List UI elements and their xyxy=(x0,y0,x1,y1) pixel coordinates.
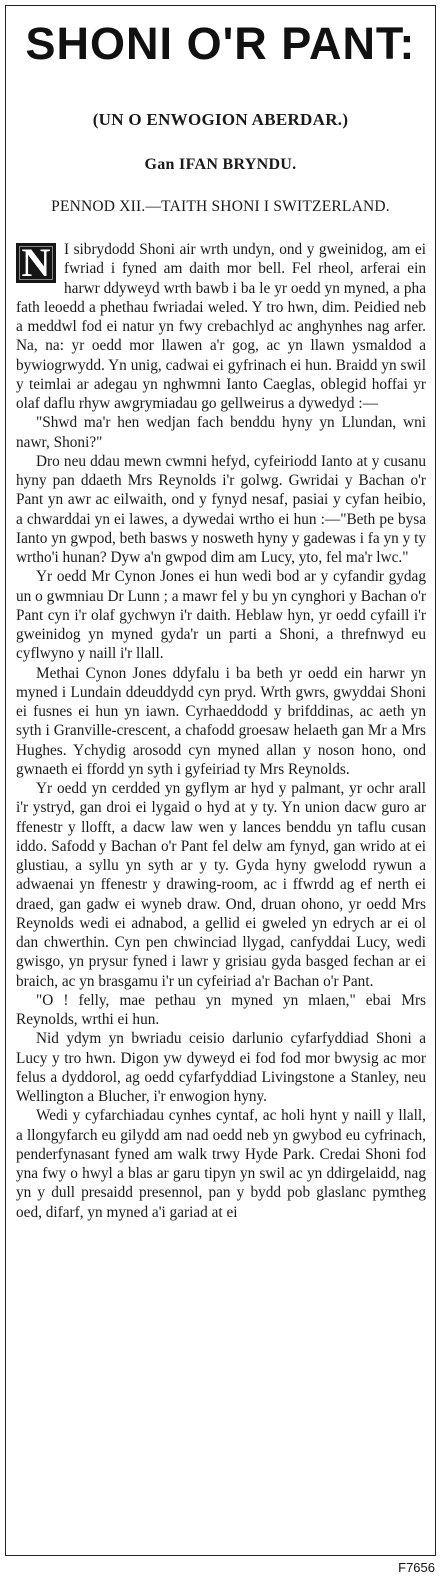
drop-cap-initial: N xyxy=(16,243,56,283)
article-paragraph: Wedi y cyfarchiadau cynhes cyntaf, ac holi hynt y naill y llall, a llongyfarch eu gilydd am nad oedd neb yn gwybod eu cyfrinach, penderfynasant fyned am walk trwy Hyde Park. Credai Shoni fod yna fwy o hwyl a blas ar garu tipyn yn swil ac yn ddirgelaidd, nag yn y dull presaidd presennol, pan y bydd pob glaslanc pymtheg oed, difarf, yn myned a'i gariad at ei xyxy=(16,1107,426,1221)
article-paragraph: Yr oedd yn cerdded yn gyflym ar hyd y palmant, yr ochr arall i'r ystryd, gan droi ei lygaid o hyd at y ty. Yn union dacw guro ar ffenestr y llofft, a dacw law wen y lances benddu yn taflu cusan iddo. Safodd y Bachan o'r Pant fel delw am fynyd, gan wrido at ei glustiau, a syllu yn syth ar y ty. Gyda hyny gwelodd rywun a adwaenai yn ffenestr y drawing-room, ac i ffwrdd ag ef nerth ei draed, gan gadw ei wyneb draw. Ond, druan ohono, yr oedd Mrs Reynolds wedi ei adnabod, a gellid ei gweled yn edrych ar ei ol dan chwerthin. Cyn pen chwinciad llygad, canfyddai Lucy, wedi gwisgo, yn prysur fyned i lawr y grisiau gyda basged fechan ar ei braich, ac yn brasgamu i'r un cyfeiriad a'r Bachan o'r Pant. xyxy=(16,780,426,990)
article-paragraph: "O ! felly, mae pethau yn myned yn mlaen," ebai Mrs Reynolds, wrthi ei hun. xyxy=(16,991,426,1028)
subtitle: (UN O ENWOGION ABERDAR.) xyxy=(92,110,349,129)
article-paragraph: Yr oedd Mr Cynon Jones ei hun wedi bod ar y cyfandir gydag un o gwmniau Dr Lunn ; a mawr fel y bu yn cynghori y Bachan o'r Pant cyn i'r olaf gychwyn i'r daith. Heblaw hyn, yr oedd cyfaill i'r gweinidog yn myned gyda'r un parti a Shoni, a threfnwyd eu cyflwyno y naill i'r llall. xyxy=(16,568,426,663)
headline: SHONI O'R PANT: xyxy=(25,18,416,69)
chapter-heading: PENNOD XII.—TAITH SHONI I SWITZERLAND. xyxy=(51,198,390,215)
article-paragraph: "Shwd ma'r hen wedjan fach benddu hyny yn Llundan, wni nawr, Shoni?" xyxy=(16,414,426,451)
article-paragraph: Dro neu ddau mewn cwmni hefyd, cyfeiriodd Ianto at y cusanu hyny pan ddaeth Mrs Reynolds i'r golwg. Gwridai y Bachan o'r Pant yn awr ac eilwaith, ond y fynyd nesaf, pasiai y cyfan heibio, a chwarddai yn ei lawes, a dywedai wrtho ei hun :—"Beth pe bysa Ianto yn gwpod, beth basws y nosweth hyny y gadewas i fa yn y ty wrtho'i hunan? Dyw a'n gwpod dim am Lucy, yto, fel ma'r lwc." xyxy=(16,452,426,566)
article-paragraph: N I sibrydodd Shoni air wrth undyn, ond y gweinidog, am ei fwriad i fyned am daith mor bell. Fel rheol, arferai ein harwr ddyweyd wrth bawb i ba le yr oedd yn myned, a pha fath leoedd a phethau fwriadai weled. Y tro hwn, dim. Peidied neb a meddwl fod ei natur yn fwy crebachlyd ac anghynhes nag arfer. Na, na: yr oedd mor llawen a'r gog, ac yn llawn ysmaldod a bywiogrwydd. Yn unig, cadwai ei gyfrinach ei hun. Braidd yn swil y teimlai ar adegau yn nghwmni Ianto Caeglas, oblegid hoffai yr olaf daflu rhyw awgrymiadau go gellweirus a dywedyd :— xyxy=(16,240,426,412)
byline: Gan IFAN BRYNDU. xyxy=(144,156,297,173)
newspaper-column xyxy=(5,5,436,1556)
article-body xyxy=(16,240,426,1222)
article-paragraph: Methai Cynon Jones ddyfalu i ba beth yr oedd ein harwr yn myned i Lundain ddeuddydd cyn pryd. Wrth gwrs, gwyddai Shoni ei fusnes ei hun yn iawn. Cyrhaeddodd y brifddinas, ac aeth yn syth i Granville-crescent, a chafodd groesaw helaeth gan Mr a Mrs Hughes. Ychydig arosodd cyn myned allan y noson hono, ond gwnaeth ei ffordd yn syth i gyfeiriad ty Mrs Reynolds. xyxy=(16,664,426,778)
article-paragraph: Nid ydym yn bwriadu ceisio darlunio cyfarfyddiad Shoni a Lucy y tro hwn. Digon yw dyweyd ei fod fod mor bwysig ac mor felus a dyddorol, ag oedd cyfarfyddiad Livingstone a Stanley, neu Wellington a Blucher, i'r enwogion hyny. xyxy=(16,1030,426,1105)
reference-number: F7656 xyxy=(398,1560,435,1575)
